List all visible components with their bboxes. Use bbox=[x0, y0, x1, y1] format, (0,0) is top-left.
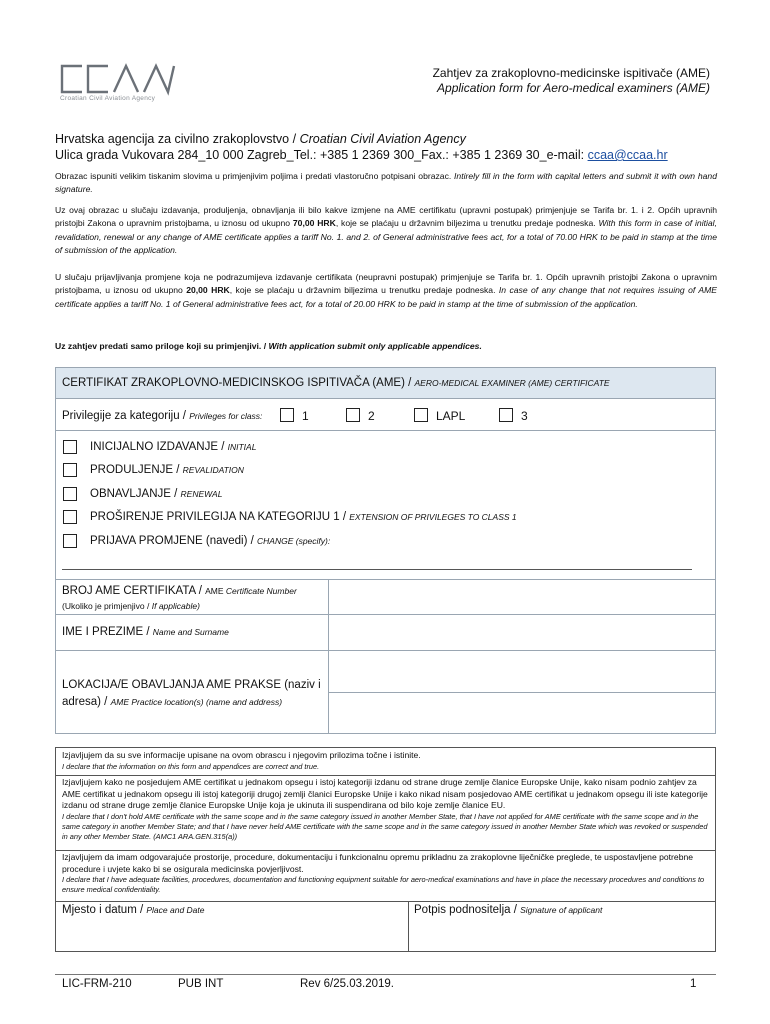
instruction-1 bbox=[55, 170, 717, 197]
instruction-1-en: Intirely fill in the form with capital letters and submit it with own hand signature. bbox=[55, 171, 717, 195]
initial-label-en: INITIAL bbox=[227, 442, 257, 452]
certificate-heading-hr: CERTIFIKAT ZRAKOPLOVNO-MEDICINSKOG ISPITIVAČA (AME) / bbox=[62, 377, 415, 389]
change-checkbox[interactable] bbox=[63, 534, 77, 548]
cert-number-label-en: Certificate Number bbox=[225, 586, 297, 596]
certificate-heading bbox=[62, 377, 610, 389]
extension-label-hr: PROŠIRENJE PRIVILEGIJA NA KATEGORIJU 1 / bbox=[90, 511, 350, 523]
place-date-label-en: Place and Date bbox=[146, 905, 205, 915]
revalidation-label bbox=[90, 464, 244, 476]
extension-checkbox[interactable] bbox=[63, 510, 77, 524]
privileges-label-en: Privileges for class: bbox=[189, 411, 263, 421]
instruction-2-hr: Uz ovaj obrazac u slučaju izdavanja, produljenja, obnavljanja ili bilo kakve izmjene na AME certifikatu (upravni postupak) primjenjuje se Tarifa br. 1. i 2. Općih upravnih pristojbi Zakona o upravnim pristojbama, u iznosu od ukupno bbox=[55, 205, 717, 229]
revalidation-checkbox[interactable] bbox=[63, 463, 77, 477]
initial-label bbox=[90, 441, 256, 453]
logo-subtitle: Croatian Civil Aviation Agency bbox=[60, 95, 156, 102]
class-2-label: 2 bbox=[368, 409, 375, 423]
name-input[interactable] bbox=[329, 615, 715, 649]
fee-amount-2: 20,00 HRK bbox=[186, 285, 230, 296]
class-1-label: 1 bbox=[302, 409, 309, 423]
agency-info bbox=[55, 131, 725, 163]
declaration-3-hr: Izjavljujem da imam odgovarajuće prostorije, procedure, dokumentaciju i funkcionalnu opremu prikladnu za zrakoplovne liječničke preglede, te uspostavljene potrebne procedure i uvjete kako bi se osigurala medicinska povjerljivost. bbox=[62, 852, 694, 874]
name-label-hr: IME I PREZIME / bbox=[62, 626, 153, 638]
page-number: 1 bbox=[690, 978, 697, 990]
change-label-hr: PRIJAVA PROMJENE (navedi) / bbox=[90, 535, 258, 547]
privileges-label bbox=[62, 410, 262, 422]
form-title-hr: Zahtjev za zrakoplovno-medicinske ispitivače (AME) bbox=[432, 66, 710, 80]
class-1-checkbox[interactable] bbox=[280, 408, 294, 422]
place-date-label-hr: Mjesto i datum / bbox=[62, 904, 147, 916]
form-title bbox=[420, 66, 710, 96]
class-lapl-checkbox[interactable] bbox=[414, 408, 428, 422]
revalidation-label-en: REVALIDATION bbox=[182, 465, 244, 475]
agency-name-hr: Hrvatska agencija za civilno zrakoplovstvo / bbox=[55, 132, 300, 146]
cert-number-note-hr: (Ukoliko je primjenjivo / bbox=[62, 601, 152, 611]
agency-name-en: Croatian Civil Aviation Agency bbox=[299, 132, 466, 146]
instruction-1-hr: Obrazac ispuniti velikim tiskanim slovima u primjenjivim poljima i predati vlastoručno potpisani obrazac. bbox=[55, 171, 455, 181]
instruction-2-hr-b: , koje se plaćaju u državnim biljezima u trenutku predaje podneska. bbox=[335, 218, 599, 229]
declaration-1-en: I declare that the information on this form and appendices are correct and true. bbox=[62, 761, 320, 771]
cert-number-label-hr: BROJ AME CERTIFIKATA / bbox=[62, 585, 206, 597]
name-label-en: Name and Surname bbox=[152, 627, 229, 637]
class-2-checkbox[interactable] bbox=[346, 408, 360, 422]
instruction-3-en: In case of any change that not requires issuing of AME certificate applies a tariff No. 1 of General administrative fees act, for a total of 20.00 HRK to be paid in stamp at the time of submission of the application. bbox=[55, 285, 717, 309]
privileges-label-hr: Privilegije za kategoriju / bbox=[62, 410, 190, 422]
instruction-2-en: With this form in case of initial, revalidation, renewal or any change of AME certificate applies a tariff No. 1. and 2. of General administrative fees act, for a total of 70.00 HRK to be paid in stamp at the time of submission of the application. bbox=[55, 218, 717, 256]
renewal-label-hr: OBNAVLJANJE / bbox=[90, 488, 181, 500]
declaration-2-en: I declare that I don't hold AME certificate with the same scope and in the same category issued in another Member State, that I have not applied for AME certificate with the same scope and in the same category in another Member State; and that I have never held AME certificate with the same scope and in the same category issued in another Member State which was revoked or suspended in any other Member State. (AMC1 ARA.GEN.315(a)) bbox=[62, 811, 708, 841]
extension-label-en: EXTENSION OF PRIVILEGES TO CLASS 1 bbox=[349, 512, 517, 522]
signature-label-en: Signature of applicant bbox=[520, 905, 603, 915]
footer-divider bbox=[55, 974, 716, 975]
declaration-2-hr: Izjavljujem kako ne posjedujem AME certifikat u jednakom opsegu i istoj kategoriji izdanu od strane druge zemlje članice Europske Unije, kako nisam podnio zahtjev za AME certifikat u jednakom opsegu ili istoj kategoriji drugoj zemlji članici Europske Unije i kako nikad nisam posjedovao AME certifikat u jednakom opsegu ili iste kategorije izdanu od strane druge zemlje članice Europske Unije koja je ukinuta ili suspendirana od bilo koje zemlje članice EU. bbox=[62, 777, 708, 810]
divider bbox=[329, 692, 715, 693]
initial-checkbox[interactable] bbox=[63, 440, 77, 454]
cert-number-label bbox=[62, 584, 297, 614]
cert-number-input[interactable] bbox=[329, 580, 715, 613]
declaration-2 bbox=[62, 777, 710, 842]
class-lapl-label: LAPL bbox=[436, 409, 466, 423]
agency-address: Ulica grada Vukovara 284_10 000 Zagreb_Tel.: +385 1 2369 300_Fax.: +385 1 2369 30_e-mail: bbox=[55, 148, 588, 162]
class-3-label: 3 bbox=[521, 409, 528, 423]
form-title-en: Application form for Aero-medical examiners (AME) bbox=[437, 81, 710, 95]
declaration-3-en: I declare that I have adequate facilities, procedures, documentation and functioning equipment suitable for aero-medical examinations and have in place the necessary procedures and conditions to ensure medical confidentiality. bbox=[62, 875, 705, 894]
location-label-hr: LOKACIJA/E OBAVLJANJA AME PRAKSE (naziv i adresa) / bbox=[62, 679, 321, 708]
revision: Rev 6/25.03.2019. bbox=[300, 978, 394, 990]
instruction-4-en: With application submit only applicable appendices. bbox=[268, 341, 482, 351]
class-3-checkbox[interactable] bbox=[499, 408, 513, 422]
extension-label bbox=[90, 511, 517, 523]
cert-number-note-en: If applicable) bbox=[151, 601, 200, 611]
fee-amount-1: 70,00 HRK bbox=[292, 218, 336, 229]
instruction-4-hr: Uz zahtjev predati samo priloge koji su primjenjivi. / bbox=[55, 341, 269, 351]
instruction-3-hr: U slučaju prijavljivanja promjene koja ne podrazumijeva izdavanje certifikata (neupravni postupak) primjenjuje se Tarifa br. 1. Općih upravnih pristojbi Zakona o upravnim pristojbama, u iznosu od ukupno bbox=[55, 272, 717, 296]
divider bbox=[56, 775, 715, 776]
revalidation-label-hr: PRODULJENJE / bbox=[90, 464, 183, 476]
classification: PUB INT bbox=[178, 978, 224, 990]
initial-label-hr: INICIJALNO IZDAVANJE / bbox=[90, 441, 228, 453]
instruction-3 bbox=[55, 271, 717, 311]
place-date-input[interactable] bbox=[56, 902, 407, 951]
signature-label-hr: Potpis podnositelja / bbox=[414, 904, 521, 916]
change-specify-line[interactable] bbox=[62, 569, 692, 570]
renewal-checkbox[interactable] bbox=[63, 487, 77, 501]
renewal-label bbox=[90, 488, 222, 500]
location-label-en: AME Practice location(s) (name and address) bbox=[110, 697, 283, 707]
declaration-3 bbox=[62, 852, 710, 895]
location-label bbox=[62, 677, 322, 711]
declaration-1-hr: Izjavljujem da su sve informacije upisane na ovom obrascu i njegovim prilozima točne i istinite. bbox=[62, 750, 421, 760]
renewal-label-en: RENEWAL bbox=[180, 489, 223, 499]
cert-number-label-en-prefix: AME bbox=[205, 586, 226, 596]
declaration-1 bbox=[62, 750, 710, 772]
instruction-4 bbox=[55, 340, 717, 353]
instruction-2 bbox=[55, 204, 717, 258]
instruction-3-hr-b: , koje se plaćaju u državnim biljezima u trenutku predaje podneska. bbox=[229, 285, 499, 296]
change-label bbox=[90, 535, 330, 547]
agency-email-link[interactable]: ccaa@ccaa.hr bbox=[587, 148, 668, 162]
change-label-en: CHANGE (specify): bbox=[257, 536, 331, 546]
name-label bbox=[62, 625, 229, 640]
form-id: LIC-FRM-210 bbox=[62, 978, 132, 990]
divider bbox=[56, 850, 715, 851]
signature-input[interactable] bbox=[409, 902, 715, 951]
certificate-heading-en: AERO-MEDICAL EXAMINER (AME) CERTIFICATE bbox=[414, 378, 610, 388]
